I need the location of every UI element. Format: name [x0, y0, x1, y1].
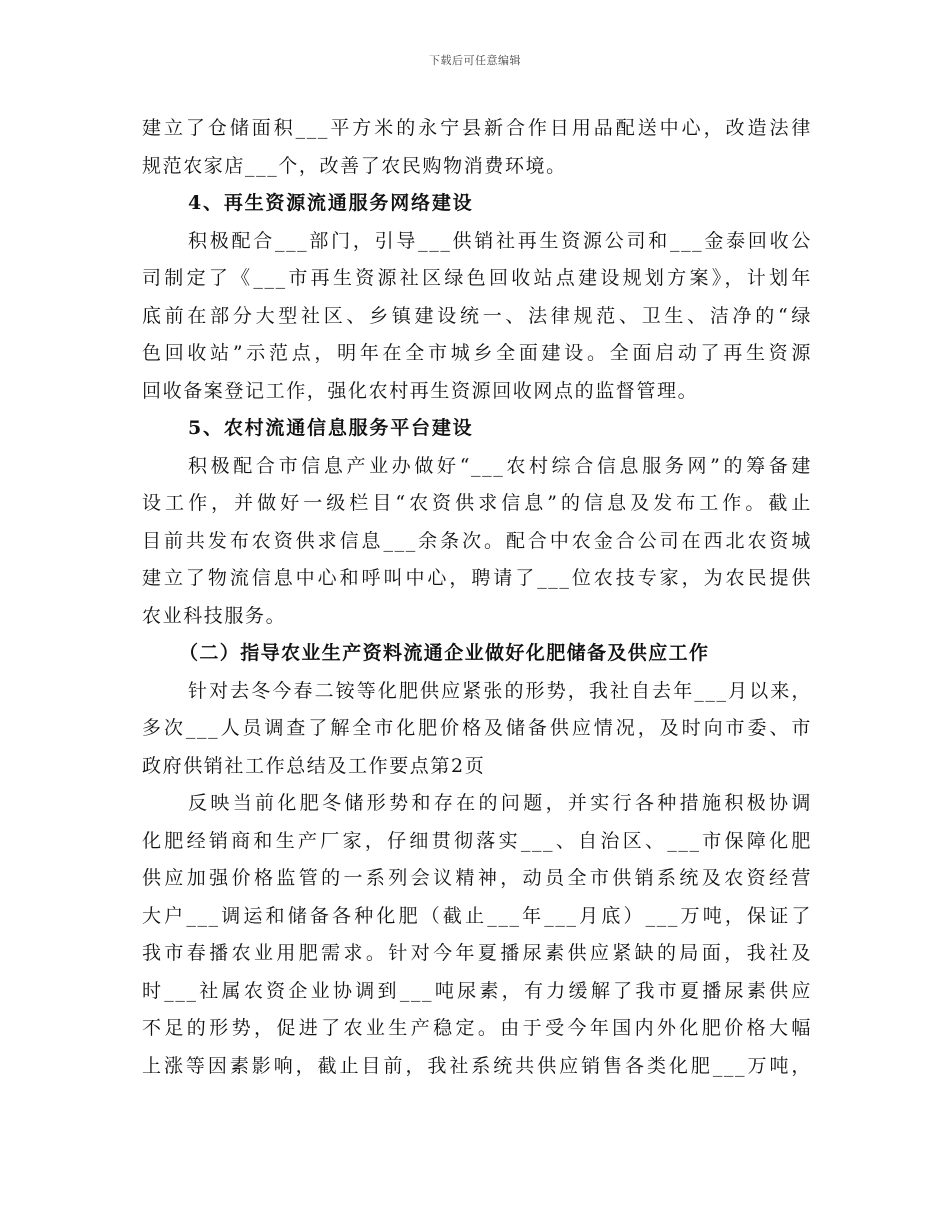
- paragraph-line: 大户___调运和储备各种化肥（截止___年___月底）___万吨，保证了: [142, 904, 812, 927]
- paragraph-line: 设工作，并做好一级栏目“农资供求信息”的信息及发布工作。截止: [142, 492, 812, 514]
- major-heading: （二）指导农业生产资料流通企业做好化肥储备及供应工作: [179, 642, 710, 664]
- paragraph-line: 供应加强价格监管的一系列会议精神，动员全市供销系统及农资经营: [142, 867, 812, 889]
- document-body: [142, 110, 812, 1085]
- paragraph-line: 目前共发布农资供求信息___余条次。配合中农金合公司在西北农资城: [142, 529, 812, 552]
- paragraph-line: 色回收站”示范点，明年在全市城乡全面建设。全面启动了再生资源: [142, 342, 812, 364]
- paragraph-line: 农业科技服务。: [142, 604, 287, 627]
- section-heading: 4、再生资源流通服务网络建设: [188, 192, 474, 214]
- paragraph-line: 针对去冬今春二铵等化肥供应紧张的形势，我社自去年___月以来，: [188, 679, 812, 702]
- paragraph-line: 建立了仓储面积___平方米的永宁县新合作日用品配送中心，改造法律: [142, 117, 812, 139]
- paragraph-line: 底前在部分大型社区、乡镇建设统一、法律规范、卫生、洁净的“绿: [142, 304, 812, 327]
- paragraph-line: 我市春播农业用肥需求。针对今年夏播尿素供应紧缺的局面，我社及: [142, 942, 812, 964]
- section-heading: 5、农村流通信息服务平台建设: [188, 417, 474, 439]
- paragraph-line: 不足的形势，促进了农业生产稳定。由于受今年国内外化肥价格大幅: [142, 1017, 812, 1039]
- page-header: 下载后可任意编辑: [429, 54, 521, 67]
- paragraph-line: 建立了物流信息中心和呼叫中心，聘请了___位农技专家，为农民提供: [142, 567, 812, 589]
- paragraph-line: 多次___人员调查了解全市化肥价格及储备供应情况，及时向市委、市: [142, 717, 812, 739]
- paragraph-line: 上涨等因素影响，截止目前，我社系统共供应销售各类化肥___万吨，: [142, 1054, 812, 1077]
- paragraph-line: 积极配合市信息产业办做好“___农村综合信息服务网”的筹备建: [188, 454, 812, 477]
- paragraph-line: 政府供销社工作总结及工作要点第2页: [142, 754, 486, 777]
- paragraph-line: 化肥经销商和生产厂家，仔细贯彻落实___、自治区、___市保障化肥: [142, 829, 812, 852]
- paragraph-line: 回收备案登记工作，强化农村再生资源回收网点的监督管理。: [142, 379, 699, 402]
- paragraph-line: 司制定了《___市再生资源社区绿色回收站点建设规划方案》，计划年: [142, 267, 812, 289]
- paragraph-line: 反映当前化肥冬储形势和存在的问题，并实行各种措施积极协调: [188, 792, 812, 814]
- paragraph-line: 积极配合___部门，引导___供销社再生资源公司和___金泰回收公: [188, 229, 812, 252]
- paragraph-line: 规范农家店___个，改善了农民购物消费环境。: [142, 154, 567, 177]
- paragraph-line: 时___社属农资企业协调到___吨尿素，有力缓解了我市夏播尿素供应: [142, 979, 812, 1002]
